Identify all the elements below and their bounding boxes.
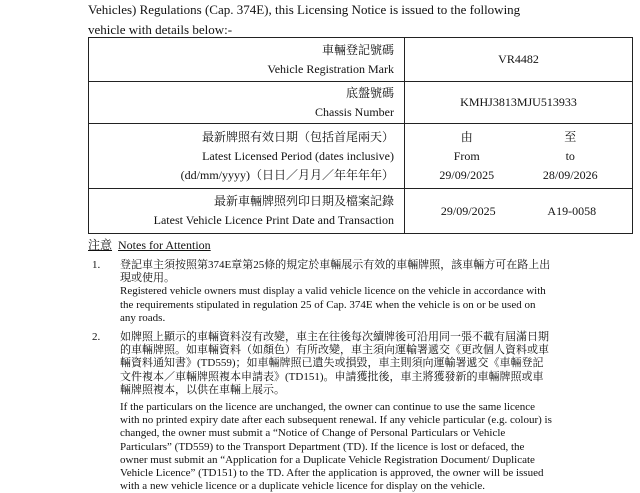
print-date-label [89,189,405,234]
licensed-period-label-en: Latest Licensed Period (dates inclusive) [202,148,394,163]
notes-heading-en: Notes for Attention [118,238,211,252]
print-date-values [405,189,633,234]
print-date-row [89,189,633,234]
chassis-row [89,82,633,124]
note-number: 2. [92,331,101,343]
chassis-label-en: Chassis Number [315,104,394,119]
note-en-line: Particulars” (TD559) to the Transport Department (TD). If the licence is lost or defaced, the [120,440,525,453]
chassis-label-zh: 底盤號碼 [345,85,394,100]
registration-label-en: Vehicle Registration Mark [267,61,394,76]
note-en-line: the requirements stipulated in regulation 25 of Cap. 374E when the vehicle is on or be used on [120,298,536,311]
note-en-line: changed, the owner must submit a “Notice of Change of Personal Particulars or Vehicle [120,427,506,440]
notes-heading-zh: 注意 [88,238,113,252]
from-date: 29/09/2025 [439,167,495,182]
licensed-period-label [89,124,405,189]
note-body [120,331,635,493]
from-label-zh: 由 [460,129,473,144]
registration-value: VR4482 [405,38,633,82]
to-date: 28/09/2026 [542,167,598,182]
note-en-line: If the particulars on the licence are unchanged, the owner can continue to use the same licence [120,401,536,414]
chassis-label [89,82,405,124]
note-zh-line: 現或使用。 [120,272,175,285]
note-en-line: Registered vehicle owners must display a valid vehicle licence on the vehicle in accordance with [120,285,546,298]
intro-line: Vehicles) Regulations (Cap. 374E), this Licensing Notice is issued to the following [88,2,521,17]
vehicle-details-table [88,37,633,234]
period-to-column [543,128,598,185]
licensed-period-label-zh: 最新牌照有效日期（包括首尾兩天） [201,129,394,144]
registration-label-zh: 車輛登記號碼 [321,42,394,57]
intro-line: vehicle with details below:- [88,22,233,37]
note-en-line: with a new vehicle licence or a duplicate vehicle licence for display on the vehicle. [120,480,485,493]
period-from-column [439,128,494,185]
to-label-zh: 至 [564,129,577,144]
note-zh-line: 輛資料通知書》(TD559)；如車輛牌照已遺失或損毀，車主則須向運輸署遞交《車輛登記 [120,357,544,370]
licensed-period-values [405,124,633,189]
intro-text [88,0,633,40]
registration-row [89,38,633,82]
chassis-value: KMHJ3813MJU513933 [405,82,633,124]
note-zh-line: 如牌照上顯示的車輛資料沒有改變，車主在往後每次續牌後可沿用同一張不載有屆滿日期 [120,331,549,343]
print-date-label-en: Latest Vehicle Licence Print Date and Transaction [153,213,394,227]
note-en-line: with no printed expiry date after each subsequent renewal. If any vehicle particular (e.g. colour) is [120,414,552,427]
note-en-line: Vehicle Licence” (TD151) to the TD. After the application is approved, the owner will be issued [120,467,544,480]
note-body [120,259,635,325]
note-en-line: owner must submit an “Application for a Duplicate Vehicle Registration Document/ Duplicate [120,453,535,466]
note-zh-line: 文件複本／車輛牌照複本申請表》(TD151)。申請獲批後，車主將獲發新的車輛牌照或車 [120,370,544,383]
notes-heading [88,236,211,253]
licensed-period-row [89,124,633,189]
print-date-label-zh: 最新車輛牌照列印日期及檔案記錄 [213,194,394,208]
note-en-line: any roads. [120,311,166,324]
transaction-record: A19-0058 [547,203,597,218]
registration-label [89,38,405,82]
note-number: 1. [92,259,101,271]
print-date: 29/09/2025 [440,203,496,218]
to-label-en: to [565,148,575,163]
note-zh-line: 輛牌照複本，以供在車輛上展示。 [120,383,285,396]
from-label-en: From [453,148,480,163]
licensed-period-label-format: (dd/mm/yyyy)（日日／月月／年年年年） [180,167,394,182]
note-zh-line: 的車輛牌照。如車輛資料（如顏色）有所改變，車主須向運輸署遞交《更改個人資料或車 [120,344,549,357]
note-zh-line: 登記車主須按照第374E章第25條的規定於車輛展示有效的車輛牌照，該車輛方可在路上出 [120,259,551,271]
